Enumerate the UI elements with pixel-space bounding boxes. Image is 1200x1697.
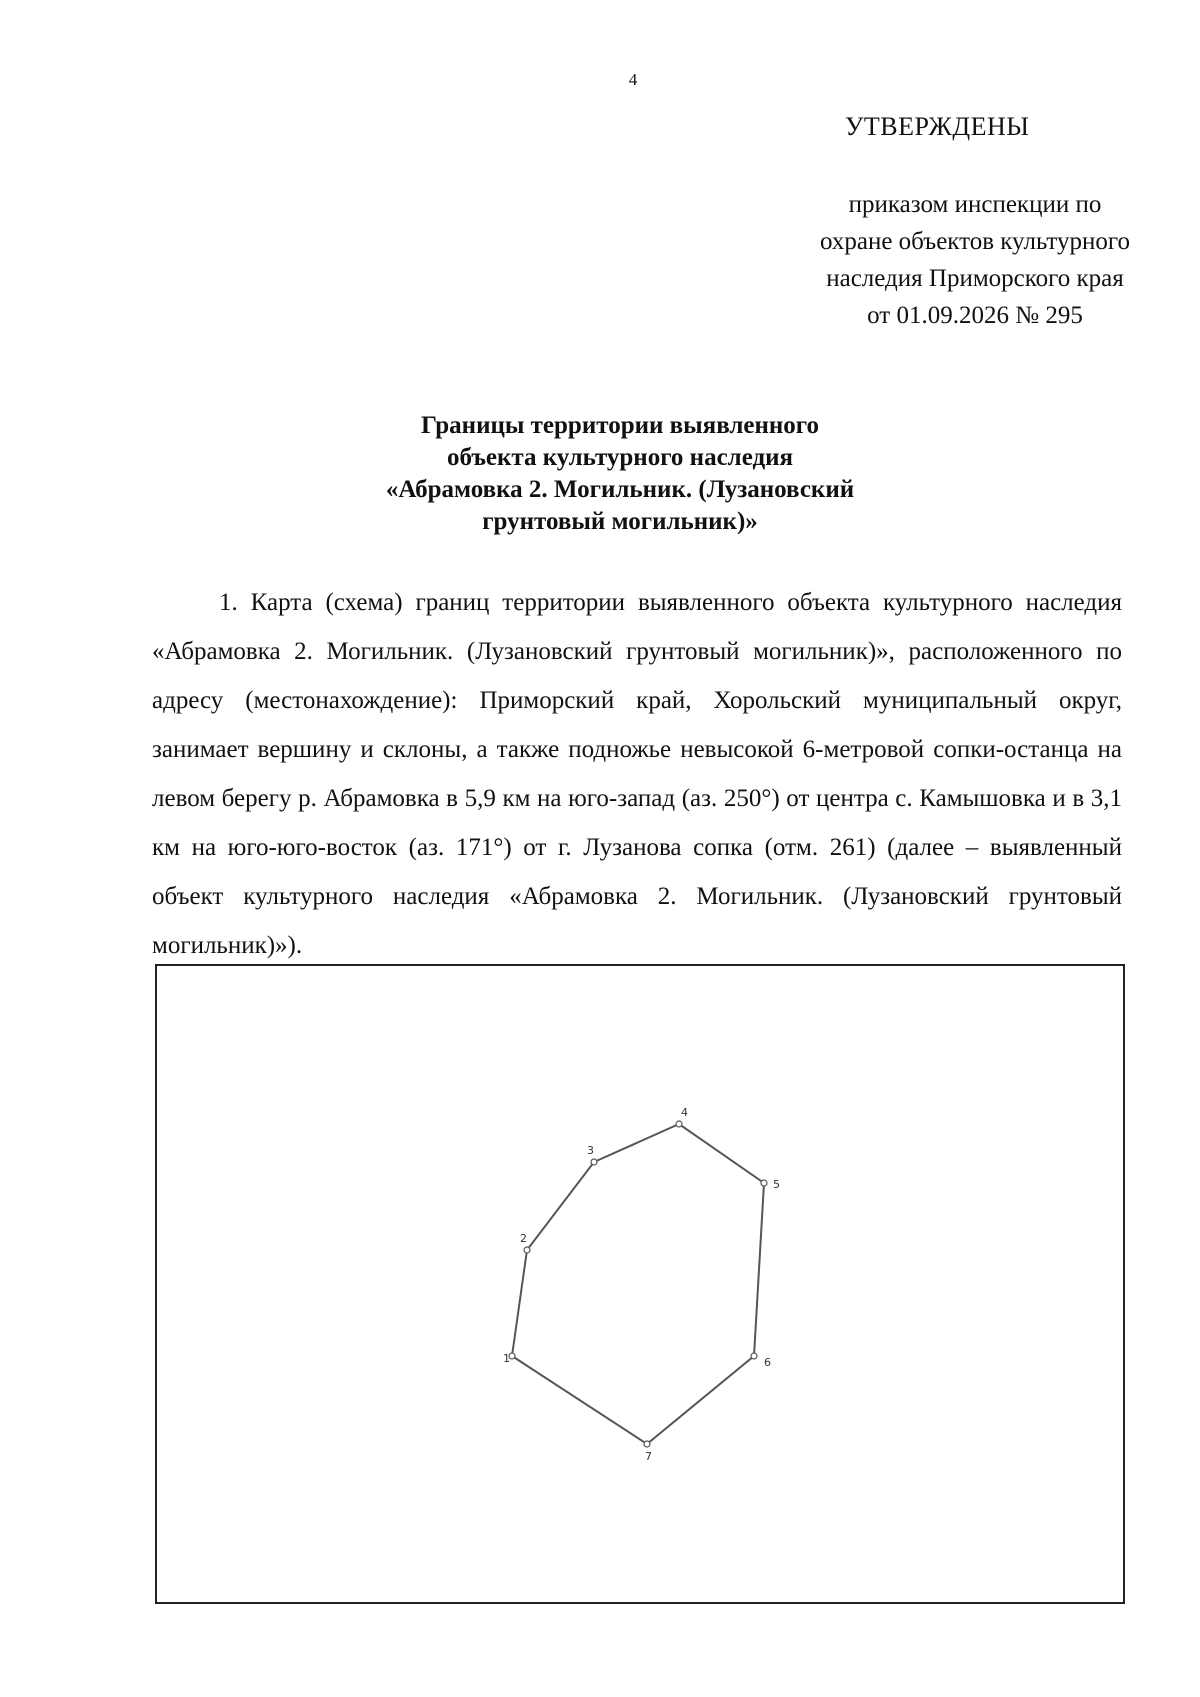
boundary-point <box>591 1159 597 1165</box>
approval-block <box>790 186 1160 334</box>
page-number: 4 <box>628 70 638 89</box>
boundary-point-label: 3 <box>587 1144 594 1157</box>
boundary-polygon <box>512 1124 764 1444</box>
boundary-point-label: 4 <box>681 1106 688 1119</box>
title-line: «Абрамовка 2. Могильник. (Лузановский <box>385 476 855 503</box>
title-line: объекта культурного наследия <box>446 444 794 471</box>
description-paragraph: 1. Карта (схема) границ территории выявленного объекта культурного наследия «Абрамовка 2. Могильник. (Лузановский грунтовый могильник)», расположенного по адресу (местонахождение): Приморский край, Хорольский муниципальный округ, занимает вершину и склоны, а также подножье невысокой 6-метровой сопки-останца на левом берегу р. Абрамовка в 5,9 км на юго-запад (аз. 250°) от центра с. Камышовка и в 3,1 км на юго-юго-восток (аз. 171°) от г. Лузанова сопка (отм. 261) (далее – выявленный объект культурного наследия «Абрамовка 2. Могильник. (Лузановский грунтовый могильник)»). <box>152 589 1122 959</box>
boundary-map <box>155 964 1125 1604</box>
boundary-point-label: 2 <box>520 1232 527 1245</box>
boundary-point <box>751 1353 757 1359</box>
boundary-point <box>644 1441 650 1447</box>
title-line: Границы территории выявленного <box>420 412 820 439</box>
boundary-point-label: 6 <box>764 1356 771 1369</box>
boundary-map-drawing <box>157 966 1123 1602</box>
boundary-point-label: 7 <box>645 1450 652 1463</box>
approval-line: от 01.09.2026 № 295 <box>867 302 1083 329</box>
title-line: грунтовый могильник)» <box>482 508 758 535</box>
approval-line: охране объектов культурного <box>819 228 1130 255</box>
boundary-point <box>761 1180 767 1186</box>
boundary-point <box>676 1121 682 1127</box>
approval-line: наследия Приморского края <box>826 265 1124 292</box>
boundary-point-label: 5 <box>773 1178 780 1191</box>
boundary-point <box>524 1247 530 1253</box>
approval-line: приказом инспекции по <box>848 191 1102 218</box>
document-title <box>280 410 960 538</box>
approval-heading: УТВЕРЖДЕНЫ <box>845 112 1030 141</box>
boundary-point-label: 1 <box>503 1352 510 1365</box>
